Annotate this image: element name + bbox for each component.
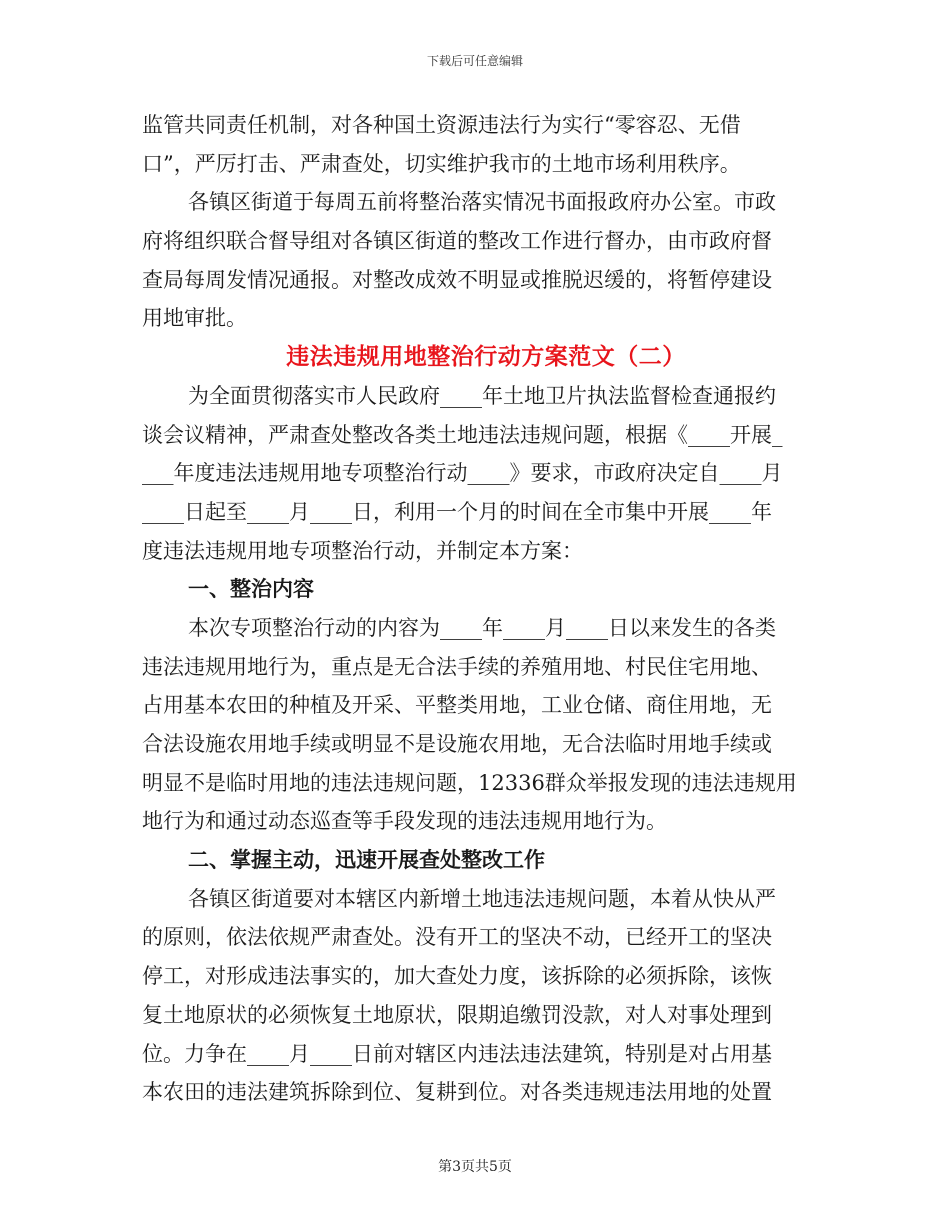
paragraph-line: 违法违规用地行为，重点是无合法手续的养殖用地、村民住宅用地、 [142,654,772,679]
paragraph-line: 明显不是临时用地的违法违规问题，12336群众举报发现的违法违规用 [142,770,797,795]
paragraph-line: 查局每周发情况通报。对整改成效不明显或推脱迟缓的，将暂停建设 [142,267,772,292]
paragraph-line: 占用基本农田的种植及开采、平整类用地，工业仓储、商住用地，无 [142,693,772,718]
paragraph-line: 用地审批。 [142,306,247,331]
page-footer: 第3页共5页 [438,1159,512,1175]
document-body [142,106,810,1112]
paragraph-line: 府将组织联合督导组对各镇区街道的整改工作进行督办，由市政府督 [142,229,772,254]
paragraph-line: ___年度违法违规用地专项整治行动____》要求，市政府决定自____月 [142,461,783,486]
paragraph-line: 本农田的违法建筑拆除到位、复耕到位。对各类违规违法用地的处置 [142,1080,772,1105]
paragraph-line: 各镇区街道要对本辖区内新增土地违法违规问题，本着从快从严 [188,886,776,911]
section-heading: 一、整治内容 [188,576,314,602]
paragraph-line: 复土地原状的必须恢复土地原状，限期追缴罚没款，对人对事处理到 [142,1002,772,1027]
paragraph-line: 地行为和通过动态巡查等手段发现的违法违规用地行为。 [142,809,667,834]
paragraph-line: ____日起至____月____日，利用一个月的时间在全市集中开展____年 [142,499,772,524]
paragraph-line: 的原则，依法依规严肃查处。没有开工的坚决不动，已经开工的坚决 [142,925,772,950]
section-title: 违法违规用地整治行动方案范文（二） [286,343,686,371]
paragraph-line: 停工，对形成违法事实的，加大查处力度，该拆除的必须拆除，该恢 [142,964,772,989]
paragraph-line: 位。力争在____月____日前对辖区内违法违法建筑，特别是对占用基 [142,1041,772,1066]
section-heading: 二、掌握主动，迅速开展查处整改工作 [188,847,545,873]
paragraph-line: 合法设施农用地手续或明显不是设施农用地，无合法临时用地手续或 [142,732,772,756]
paragraph-line: 监管共同责任机制，对各种国土资源违法行为实行“零容忍、无借 [142,113,741,137]
paragraph-line: 口”，严厉打击、严肃查处，切实维护我市的土地市场利用秩序。 [142,151,741,176]
paragraph-line: 为全面贯彻落实市人民政府____年土地卫片执法监督检查通报约 [188,383,776,408]
paragraph-line: 本次专项整治行动的内容为____年____月____日以来发生的各类 [188,615,776,640]
paragraph-line: 各镇区街道于每周五前将整治落实情况书面报政府办公室。市政 [188,190,776,215]
page-header: 下载后可任意编辑 [426,54,523,68]
paragraph-line: 谈会议精神，严肃查处整改各类土地违法违规问题，根据《____开展_ [142,422,783,447]
paragraph-line: 度违法违规用地专项整治行动，并制定本方案： [142,538,583,563]
